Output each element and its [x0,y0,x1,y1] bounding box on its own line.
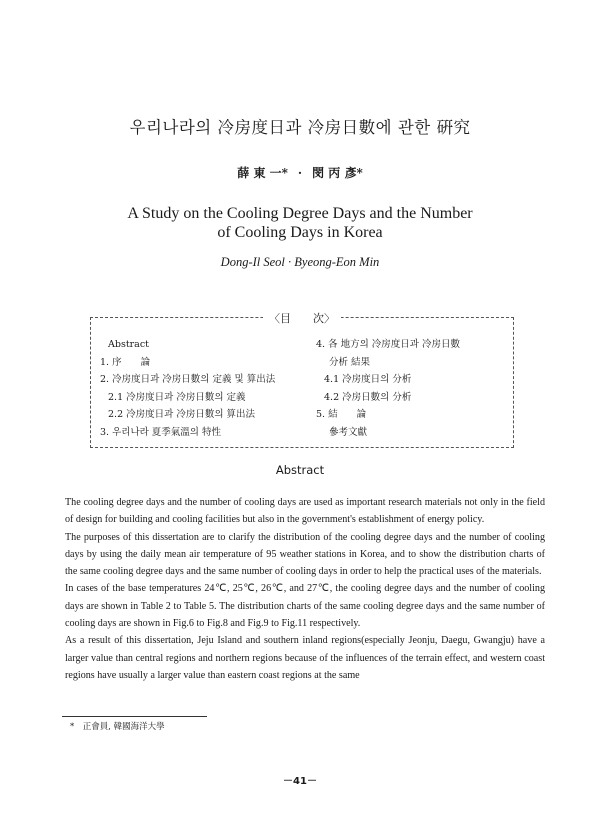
footnote-rule [62,716,207,717]
page-number: －41－ [283,776,317,787]
toc-left-column [100,336,275,441]
toc-heading-text: 〈目 次〉 [263,312,341,325]
toc-item: Abstract [108,339,149,350]
abstract-paragraph-4: As a result of this dissertation, Jeju Island and southern inland regions(especially Jeonju, Daegu, Gwangju) have a larger value than central regions and northern regions because of the influences of the terrain effect, and western coast regions have usually a larger value than eastern coast regions at the same [65,635,545,681]
korean-title: 우리나라의 冷房度日과 冷房日數에 관한 硏究 [129,118,471,137]
author-ko-1: 薛 東 一* [237,166,288,180]
korean-authors [0,164,600,181]
footnote: * 正會員, 韓國海洋大學 [70,722,165,732]
toc-item: 3. 우리나라 夏季氣溫의 特性 [100,426,222,438]
abstract-body [65,494,545,684]
toc-item: 4. 各 地方의 冷房度日과 冷房日數 [316,339,460,350]
abstract-paragraph-3: In cases of the base temperatures 24℃, 25℃, 26℃, and 27℃, the cooling degree days and the number of cooling days are shown in Table 2 to Table 5. The distribution charts of the same cooling degree days and the same number of cooling days are shown in Fig.6 to Fig.8 and Fig.9 to Fig.11 respectively. [65,583,545,630]
english-authors: Dong-Il Seol · Byeong-Eon Min [220,255,380,269]
toc-item: 2.1 冷房度日과 冷房日數의 定義 [108,391,246,403]
english-title-line-2: of Cooling Days in Korea [217,224,383,241]
author-ko-2: 閔 丙 彥* [312,166,363,180]
toc-item: 5. 結 論 [316,409,367,420]
toc-right-column [316,336,460,441]
toc-item: 4.2 冷房日數의 分析 [324,391,412,403]
author-separator: · [297,166,303,180]
toc-item: 分析 結果 [329,356,371,368]
abstract-paragraph-1: The cooling degree days and the number of cooling days are used as important research materials not only in the field of design for building and cooling facilities but also in the government's establishment of energy policy. [65,497,545,526]
toc-item: 參考文獻 [329,426,368,438]
english-title-line-1: A Study on the Cooling Degree Days and the Number [127,205,473,222]
toc-item: 4.1 冷房度日의 分析 [324,374,412,385]
toc-item: 2. 冷房度日과 冷房日數의 定義 및 算出法 [100,374,276,385]
toc-item: 1. 序 論 [100,356,151,368]
english-title [0,204,600,242]
toc-heading [90,310,514,326]
abstract-heading: Abstract [275,463,325,477]
abstract-paragraph-2: The purposes of this dissertation are to clarify the distribution of the cooling degree days and the number of cooling days by using the daily mean air temperature of 95 weather stations in Korea, and to show the distribution charts of the same cooling degree days and the same number of cooling days in order to help the practical uses of the materials. [65,531,545,578]
toc-item: 2.2 冷房度日과 冷房日數의 算出法 [108,409,256,420]
